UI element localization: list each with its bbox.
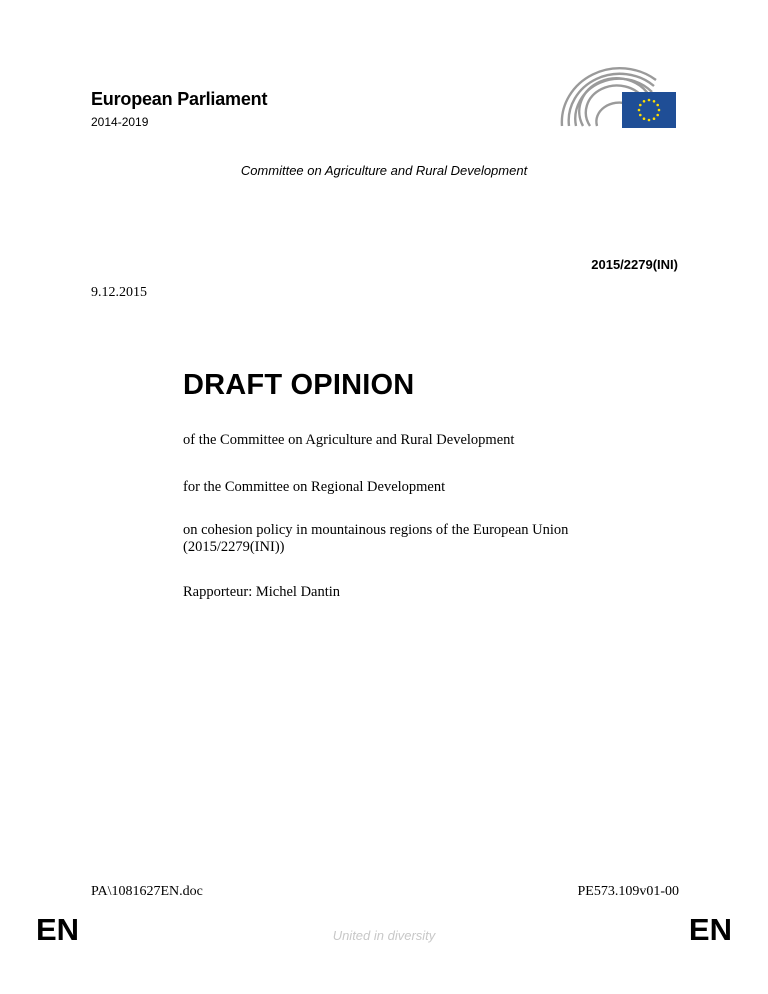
document-title: DRAFT OPINION: [183, 369, 415, 401]
european-parliament-logo: [556, 66, 680, 130]
eu-flag: [622, 92, 676, 128]
organisation-name: European Parliament: [91, 89, 268, 109]
footer-pe-number: PE573.109v01-00: [577, 884, 679, 899]
of-committee-line: of the Committee on Agriculture and Rural Development: [183, 432, 515, 448]
language-code-left: EN: [36, 912, 80, 947]
subject-procedure: (2015/2279(INI)): [183, 539, 285, 555]
subject-text: on cohesion policy in mountainous regions of the European Union: [183, 522, 569, 538]
motto: United in diversity: [332, 928, 436, 943]
subject-line: [183, 522, 623, 556]
for-committee-line: for the Committee on Regional Development: [183, 479, 446, 495]
rapporteur-line: Rapporteur: Michel Dantin: [183, 584, 341, 600]
document-date: 9.12.2015: [91, 285, 147, 300]
procedure-reference: 2015/2279(INI): [591, 257, 678, 272]
language-code-right: EN: [688, 912, 732, 947]
parliamentary-term: 2014-2019: [91, 115, 149, 129]
footer-file-name: PA\1081627EN.doc: [91, 884, 203, 899]
committee-name: Committee on Agriculture and Rural Development: [240, 163, 528, 178]
